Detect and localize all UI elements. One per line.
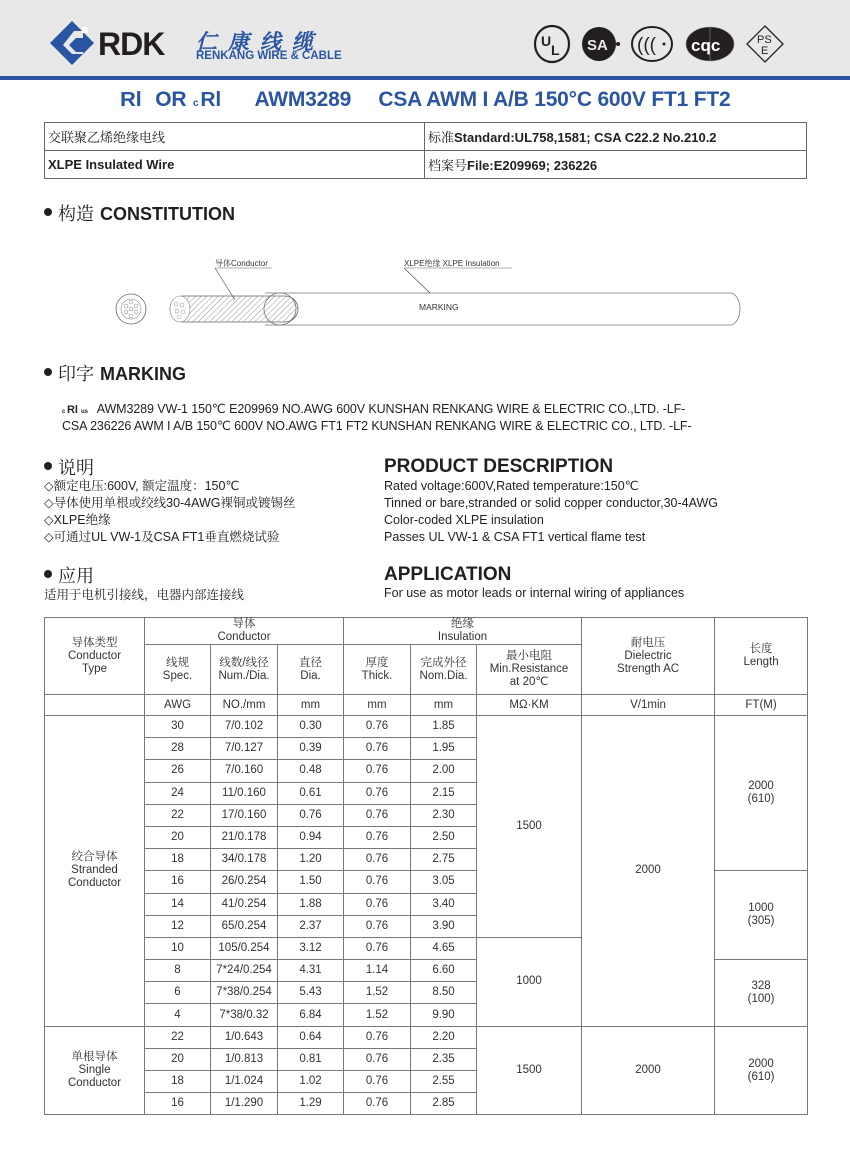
svg-text:U: U: [541, 33, 552, 49]
cell-thick: 0.76: [344, 738, 411, 760]
cell-awg: 12: [145, 915, 211, 937]
header-dielectric: 耐电压 Dielectric Strength AC: [582, 618, 715, 695]
header-conductor-type: 导体类型 Conductor Type: [45, 618, 145, 695]
heading-en: CONSTITUTION: [100, 204, 235, 224]
title-csa: CSA AWM I A/B 150°C 600V FT1 FT2: [378, 88, 731, 111]
standard-value: Standard:UL758,1581; CSA C22.2 No.210.2: [454, 130, 717, 145]
standard-cell: [425, 123, 807, 151]
c-ul-us-mark-icon: [62, 403, 94, 414]
label-insulation: XLPE绝缘 XLPE Insulation: [404, 259, 500, 268]
cell-num: 65/0.254: [211, 915, 278, 937]
header-thick: 厚度 Thick.: [344, 645, 411, 695]
application-heading-en: APPLICATION: [384, 564, 512, 585]
header-min-resistance: 最小电阻 Min.Resistance at 20℃: [477, 645, 582, 695]
header-conductor: 导体 Conductor: [145, 618, 344, 645]
rdk-logo-icon: [50, 21, 94, 65]
svg-text:(((: (((: [637, 35, 656, 56]
brand-name-en: RENKANG WIRE & CABLE: [196, 50, 342, 62]
cell-dia: 0.94: [278, 826, 344, 848]
cell-thick: 0.76: [344, 1048, 411, 1070]
page-title: [0, 88, 850, 112]
cell-dia: 0.64: [278, 1026, 344, 1048]
cell-num: 7/0.127: [211, 738, 278, 760]
cell-awg: 6: [145, 982, 211, 1004]
svg-text:RDK: RDK: [98, 28, 165, 58]
cell-nom: 1.95: [411, 738, 477, 760]
label-conductor: 导体Conductor: [215, 259, 268, 268]
cell-num: 7*38/0.254: [211, 982, 278, 1004]
cell-dia: 1.02: [278, 1071, 344, 1093]
cell-thick: 0.76: [344, 915, 411, 937]
header-dia: 直径 Dia.: [278, 645, 344, 695]
conductor-type-cell: 绞合导体 Stranded Conductor: [45, 716, 145, 1027]
cell-num: 21/0.178: [211, 826, 278, 848]
cell-dia: 0.76: [278, 804, 344, 826]
cell-nom: 6.60: [411, 960, 477, 982]
cell-nom: 2.50: [411, 826, 477, 848]
svg-text:cqc: cqc: [691, 36, 721, 55]
conductor-type-cell: 单根导体 Single Conductor: [45, 1026, 145, 1115]
cell-num: 1/1.290: [211, 1093, 278, 1115]
unit-cell: mm: [278, 695, 344, 716]
svg-text:Rl: Rl: [119, 88, 142, 108]
cell-thick: 0.76: [344, 871, 411, 893]
cell-thick: 0.76: [344, 760, 411, 782]
header-num-dia: 线数/线径 Num./Dia.: [211, 645, 278, 695]
cell-awg: 26: [145, 760, 211, 782]
standard-label: 标准: [428, 130, 455, 145]
brand-name-cn: 仁康线缆: [196, 31, 324, 54]
cell-dia: 0.39: [278, 738, 344, 760]
cqc-icon: [685, 24, 735, 64]
description-item: ◇导体使用单根或绞线30-4AWG裸铜或镀锡丝: [44, 496, 296, 510]
svg-text:Rl: Rl: [67, 404, 78, 414]
cell-awg: 28: [145, 738, 211, 760]
conductor-strand: [170, 296, 298, 322]
header-length: 长度 Length: [715, 618, 808, 695]
marking-line-2: CSA 236226 AWM I A/B 150℃ 600V NO.AWG FT1 FT2 KUNSHAN RENKANG WIRE & ELECTRIC CO., LTD. -LF-: [62, 419, 692, 433]
cell-nom: 2.30: [411, 804, 477, 826]
spec-table-body: [45, 716, 808, 1115]
heading-cn: 印字: [58, 364, 94, 384]
cell-awg: 18: [145, 1071, 211, 1093]
cell-awg: 4: [145, 1004, 211, 1026]
description-item: ◇可通过UL VW-1及CSA FT1垂直燃烧试验: [44, 530, 280, 544]
cell-awg: 30: [145, 716, 211, 738]
marking-line-1-text: AWM3289 VW-1 150℃ E209969 NO.AWG 600V KUNSHAN RENKANG WIRE & ELECTRIC CO.,LTD. -LF-: [96, 402, 686, 416]
cell-num: 1/1.024: [211, 1071, 278, 1093]
heading-en: MARKING: [100, 364, 186, 384]
cell-length: 1000 (305): [715, 871, 808, 960]
c-ur-mark-icon: [192, 88, 228, 108]
header-band: [0, 0, 850, 76]
cell-length: 328 (100): [715, 960, 808, 1027]
cell-dia: 0.30: [278, 716, 344, 738]
bullet-icon: [44, 462, 52, 470]
cell-nom: 8.50: [411, 982, 477, 1004]
cell-dia: 3.12: [278, 937, 344, 959]
cell-nom: 9.90: [411, 1004, 477, 1026]
bullet-icon: [44, 570, 52, 578]
cell-thick: 0.76: [344, 782, 411, 804]
cell-nom: 2.00: [411, 760, 477, 782]
cell-dielectric: 2000: [582, 1026, 715, 1115]
cell-awg: 18: [145, 849, 211, 871]
cell-nom: 2.35: [411, 1048, 477, 1070]
insulation-jacket: [264, 293, 740, 325]
cell-length: 2000 (610): [715, 1026, 808, 1115]
cell-num: 41/0.254: [211, 893, 278, 915]
cell-thick: 0.76: [344, 1026, 411, 1048]
cell-num: 7*24/0.254: [211, 960, 278, 982]
cell-awg: 22: [145, 1026, 211, 1048]
cell-dia: 0.61: [278, 782, 344, 804]
unit-cell: V/1min: [582, 695, 715, 716]
cell-resistance: 1500: [477, 1026, 582, 1115]
ccc-icon: [631, 24, 675, 64]
cell-awg: 14: [145, 893, 211, 915]
cell-thick: 0.76: [344, 826, 411, 848]
unit-blank: [45, 695, 145, 716]
cross-section: [116, 294, 146, 324]
cell-num: 7/0.160: [211, 760, 278, 782]
file-cell: [425, 151, 807, 179]
cell-thick: 0.76: [344, 804, 411, 826]
cell-nom: 3.05: [411, 871, 477, 893]
marking-text: [62, 401, 692, 435]
unit-cell: NO./mm: [211, 695, 278, 716]
marking-heading: [44, 360, 186, 386]
description-item: Tinned or bare,stranded or solid copper conductor,30-4AWG: [384, 496, 718, 510]
header-spec: 线规 Spec.: [145, 645, 211, 695]
cell-num: 105/0.254: [211, 937, 278, 959]
description-heading: [44, 454, 94, 480]
cell-num: 1/0.643: [211, 1026, 278, 1048]
cell-dia: 1.88: [278, 893, 344, 915]
cell-nom: 3.90: [411, 915, 477, 937]
svg-text:SA: SA: [587, 37, 608, 54]
cell-thick: 0.76: [344, 937, 411, 959]
svg-text:E: E: [761, 45, 769, 57]
wire-name-en: XLPE Insulated Wire: [45, 151, 425, 179]
file-label: 档案号: [428, 158, 468, 173]
wire-construction-diagram: [100, 250, 750, 340]
unit-cell: mm: [344, 695, 411, 716]
cell-thick: 0.76: [344, 893, 411, 915]
cell-thick: 0.76: [344, 716, 411, 738]
svg-text:Rl: Rl: [200, 88, 221, 108]
cell-nom: 2.55: [411, 1071, 477, 1093]
title-or: OR: [155, 88, 187, 111]
cell-nom: 2.20: [411, 1026, 477, 1048]
wire-name-cn: 交联聚乙烯绝缘电线: [45, 123, 425, 151]
pse-icon: [745, 24, 785, 64]
heading-cn: 构造: [58, 204, 94, 224]
header-insulation: 绝缘 Insulation: [344, 618, 582, 645]
cell-num: 7/0.102: [211, 716, 278, 738]
spec-table: [44, 617, 808, 1115]
cell-nom: 1.85: [411, 716, 477, 738]
application-text-en: For use as motor leads or internal wiring of appliances: [384, 586, 685, 600]
marking-line-1: [62, 401, 692, 418]
bullet-icon: [44, 368, 52, 376]
heading-cn: 应用: [58, 566, 94, 586]
cell-dia: 5.43: [278, 982, 344, 1004]
cell-num: 1/0.813: [211, 1048, 278, 1070]
cell-thick: 1.14: [344, 960, 411, 982]
description-item: Passes UL VW-1 & CSA FT1 vertical flame test: [384, 530, 646, 544]
svg-text:c: c: [192, 98, 199, 108]
csa-icon: [581, 24, 621, 64]
cell-dia: 2.37: [278, 915, 344, 937]
cell-dia: 0.48: [278, 760, 344, 782]
cell-num: 7*38/0.32: [211, 1004, 278, 1026]
svg-text:us: us: [81, 409, 88, 414]
svg-text:PS: PS: [757, 34, 772, 46]
header-divider: [0, 76, 850, 80]
cell-awg: 10: [145, 937, 211, 959]
cell-length: 2000 (610): [715, 716, 808, 871]
cell-dia: 6.84: [278, 1004, 344, 1026]
cell-awg: 20: [145, 1048, 211, 1070]
cell-dia: 1.50: [278, 871, 344, 893]
cell-resistance: 1500: [477, 716, 582, 938]
description-item: Color-coded XLPE insulation: [384, 513, 544, 527]
cell-nom: 2.75: [411, 849, 477, 871]
cell-thick: 1.52: [344, 982, 411, 1004]
unit-cell: AWG: [145, 695, 211, 716]
cell-awg: 16: [145, 1093, 211, 1115]
cell-thick: 0.76: [344, 1071, 411, 1093]
cell-dia: 0.81: [278, 1048, 344, 1070]
svg-text:c: c: [62, 409, 66, 414]
cell-num: 26/0.254: [211, 871, 278, 893]
table-row: [45, 1026, 808, 1048]
product-description-heading: PRODUCT DESCRIPTION: [384, 456, 614, 477]
description-list-en: [384, 478, 718, 546]
description-item: Rated voltage:600V,Rated temperature:150℃: [384, 479, 639, 493]
description-list-cn: [44, 478, 296, 546]
cell-num: 11/0.160: [211, 782, 278, 804]
cell-awg: 16: [145, 871, 211, 893]
label-marking: MARKING: [419, 302, 459, 312]
file-value: File:E209969; 236226: [467, 158, 598, 173]
cell-dielectric: 2000: [582, 716, 715, 1027]
cell-nom: 2.85: [411, 1093, 477, 1115]
header-nom-dia: 完成外径 Nom.Dia.: [411, 645, 477, 695]
cell-awg: 22: [145, 804, 211, 826]
cell-nom: 4.65: [411, 937, 477, 959]
cell-num: 17/0.160: [211, 804, 278, 826]
cell-thick: 1.52: [344, 1004, 411, 1026]
cell-num: 34/0.178: [211, 849, 278, 871]
cell-resistance: 1000: [477, 937, 582, 1026]
rdk-wordmark: [98, 28, 180, 58]
cell-awg: 24: [145, 782, 211, 804]
ur-mark-icon: [120, 88, 150, 108]
unit-cell: MΩ·KM: [477, 695, 582, 716]
title-model: AWM3289: [254, 88, 352, 111]
units-row: [45, 695, 808, 716]
description-item: ◇额定电压:600V, 额定温度：150℃: [44, 479, 240, 493]
info-table: [44, 122, 807, 179]
unit-cell: mm: [411, 695, 477, 716]
application-text-cn: 适用于电机引接线，电器内部连接线: [44, 588, 245, 602]
cell-thick: 0.76: [344, 1093, 411, 1115]
heading-cn: 说明: [58, 458, 94, 478]
table-row: [45, 716, 808, 738]
cell-awg: 20: [145, 826, 211, 848]
cell-awg: 8: [145, 960, 211, 982]
cell-dia: 1.29: [278, 1093, 344, 1115]
bullet-icon: [44, 208, 52, 216]
description-item: ◇XLPE绝缘: [44, 513, 111, 527]
unit-cell: FT(M): [715, 695, 808, 716]
ul-icon: [533, 24, 571, 64]
cell-dia: 1.20: [278, 849, 344, 871]
cell-dia: 4.31: [278, 960, 344, 982]
cell-nom: 3.40: [411, 893, 477, 915]
svg-text:L: L: [551, 42, 560, 58]
constitution-heading: [44, 200, 235, 226]
cell-nom: 2.15: [411, 782, 477, 804]
cell-thick: 0.76: [344, 849, 411, 871]
